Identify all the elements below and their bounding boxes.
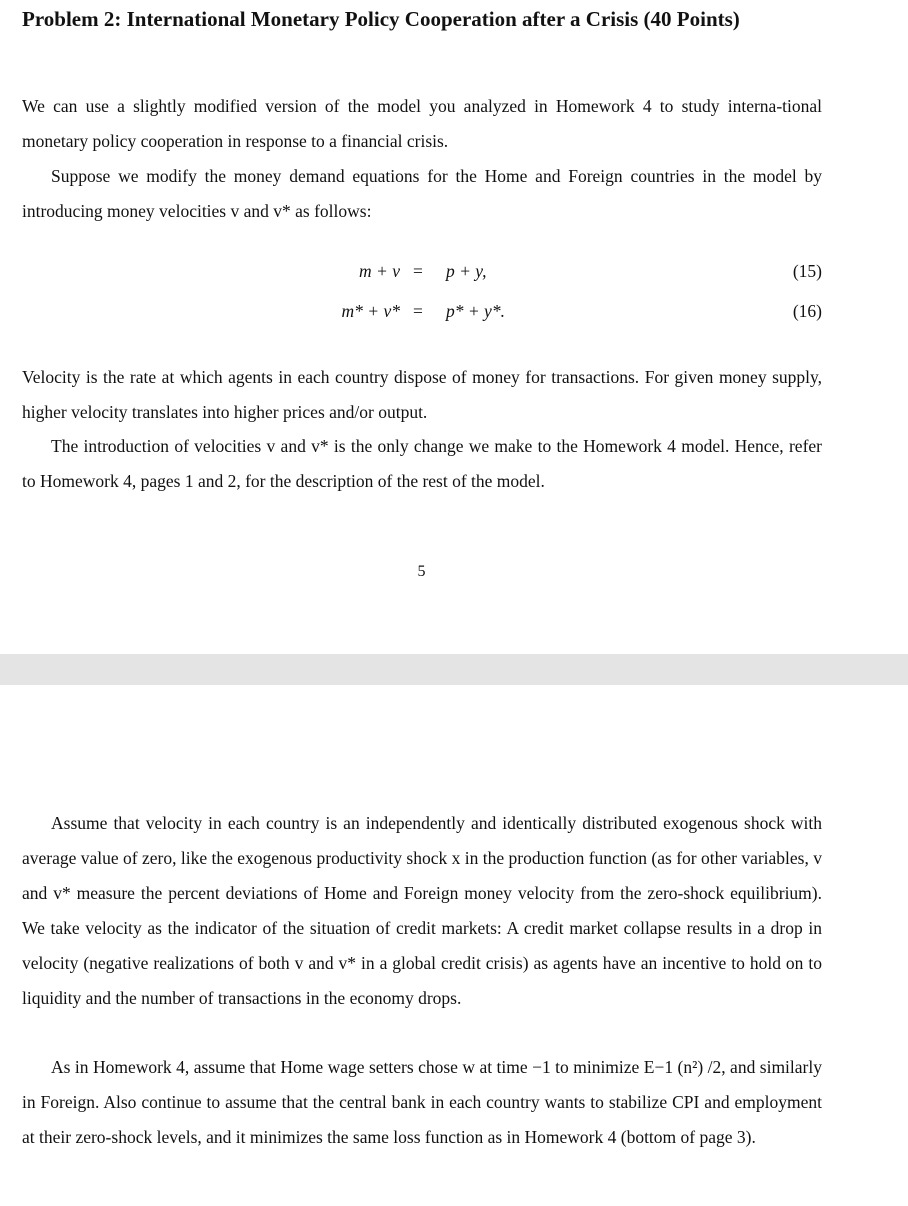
- equation-16-rhs: p* + y*.: [446, 301, 505, 321]
- velocity-definition-paragraph: Velocity is the rate at which agents in each country dispose of money for transactions. For given money supply, higher velocity translates into higher prices and/or output.: [22, 367, 822, 422]
- equation-16: [0, 297, 908, 327]
- velocity-shock-paragraph: Assume that velocity in each country is an independently and identically distributed exogenous shock with average value of zero, like the exogenous productivity shock x in the production function (as for other variables, v and v* measure the percent deviations of Home and Foreign money velocity from the zero-shock equilibrium). We take velocity as the indicator of the situation of credit markets: A credit market collapse results in a drop in velocity (negative realizations of both v and v* in a global credit crisis) as agents have an incentive to hold on to liquidity and the number of transactions in the economy drops.: [22, 813, 822, 1008]
- equation-15: [0, 257, 908, 287]
- equation-15-lhs: m + v: [359, 261, 400, 281]
- problem-title: Problem 2: International Monetary Policy Cooperation after a Crisis (40 Points): [22, 7, 740, 31]
- money-demand-paragraph-text: Suppose we modify the money demand equations for the Home and Foreign countries in the model by introducing money velocities v and v* as follows:: [22, 166, 822, 221]
- equation-15-rhs: p + y,: [446, 261, 487, 281]
- equation-15-number: (15): [792, 261, 822, 281]
- equation-16-lhs: m* + v*: [341, 301, 400, 321]
- equation-16-relation: =: [413, 301, 423, 321]
- intro-paragraph: We can use a slightly modified version of the model you analyzed in Homework 4 to study interna-tional monetary policy cooperation in response to a financial crisis.: [22, 96, 822, 151]
- equation-15-relation: =: [413, 261, 423, 281]
- equation-16-number: (16): [792, 301, 822, 321]
- page-number: 5: [417, 563, 426, 580]
- page-separator: [0, 654, 908, 685]
- money-demand-paragraph: [22, 159, 822, 229]
- model-change-paragraph: The introduction of velocities v and v* is the only change we make to the Homework 4 model. Hence, refer to Homework 4, pages 1 and 2, for the description of the rest of the model.: [22, 436, 822, 491]
- wage-setters-paragraph: As in Homework 4, assume that Home wage setters chose w at time −1 to minimize E−1 (n²) /2, and similarly in Foreign. Also continue to assume that the central bank in each country wants to stabilize CPI and employment at their zero-shock levels, and it minimizes the same loss function as in Homework 4 (bottom of page 3).: [22, 1057, 822, 1147]
- document-page-6: [0, 685, 908, 1206]
